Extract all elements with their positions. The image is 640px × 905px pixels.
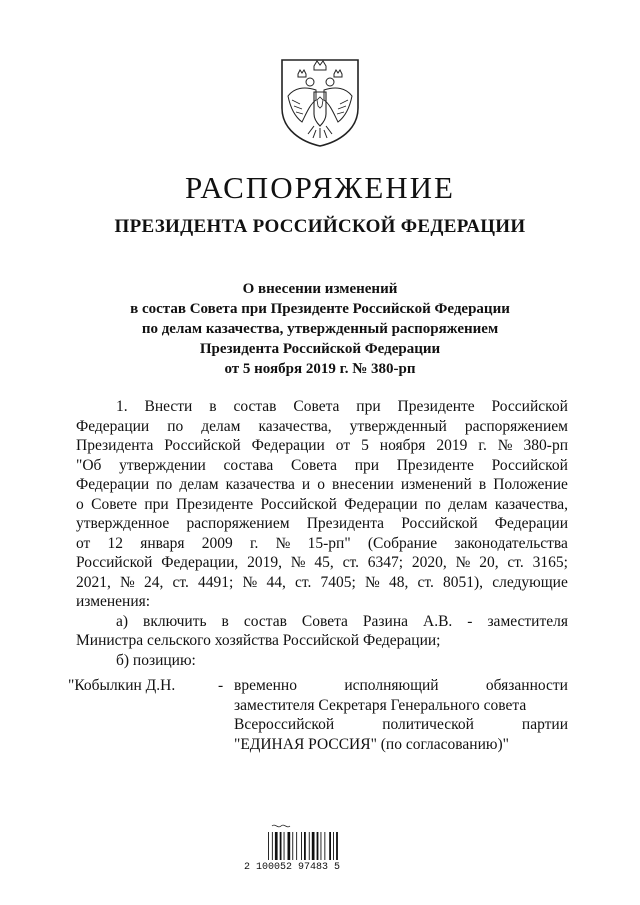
word: Президента bbox=[306, 515, 385, 532]
word: ноября bbox=[379, 437, 426, 454]
word: по bbox=[424, 495, 441, 513]
barcode-bar bbox=[301, 832, 302, 860]
body-line bbox=[76, 514, 568, 534]
position-name: "Кобылкин Д.Н. bbox=[68, 677, 176, 694]
word: Разина bbox=[362, 612, 409, 630]
word: при bbox=[144, 495, 169, 513]
word: - bbox=[467, 612, 473, 630]
barcode-bar bbox=[317, 832, 319, 860]
barcode-bar bbox=[280, 832, 282, 860]
word: Российской bbox=[491, 456, 568, 474]
word: 45, bbox=[314, 554, 334, 571]
word: Российской bbox=[260, 495, 337, 513]
word: 2019 bbox=[436, 437, 468, 454]
position-line: "ЕДИНАЯ РОССИЯ" (по согласованию)" bbox=[234, 735, 509, 753]
word: Федерации bbox=[76, 417, 150, 435]
word: ст. bbox=[507, 554, 524, 571]
word: 2020, bbox=[411, 554, 447, 571]
word: Российской bbox=[491, 398, 568, 415]
word: изменений bbox=[400, 476, 472, 493]
word: заместителя bbox=[487, 612, 568, 630]
barcode-bar bbox=[292, 832, 293, 860]
word: от bbox=[335, 437, 351, 454]
position-line bbox=[234, 676, 568, 696]
word: 1. bbox=[116, 398, 128, 415]
word: состав bbox=[243, 612, 287, 630]
word: о bbox=[76, 495, 84, 513]
word: 4491; bbox=[198, 573, 234, 591]
word: 20, bbox=[479, 554, 499, 571]
body-line bbox=[76, 397, 568, 417]
word: партии bbox=[521, 716, 568, 733]
word: утвержденное bbox=[76, 515, 170, 532]
word: Внести bbox=[144, 398, 193, 415]
barcode-bar bbox=[275, 832, 278, 860]
word: Совете bbox=[91, 495, 137, 513]
word: при bbox=[354, 456, 380, 474]
word: г. bbox=[478, 437, 487, 454]
word: делам bbox=[201, 417, 241, 435]
document-subtitle: ПРЕЗИДЕНТА РОССИЙСКОЙ ФЕДЕРАЦИИ bbox=[114, 216, 526, 237]
word: делам bbox=[179, 476, 219, 493]
word: Президента bbox=[76, 437, 154, 454]
word: распоряжением bbox=[464, 417, 568, 435]
word: казачества, bbox=[258, 417, 332, 435]
position-line bbox=[234, 715, 568, 735]
body-line bbox=[76, 417, 568, 437]
word: Совета bbox=[290, 456, 338, 474]
word: Российской bbox=[401, 515, 478, 532]
barcode-bar bbox=[329, 832, 331, 860]
word: № bbox=[290, 554, 306, 571]
word: в bbox=[209, 398, 217, 415]
word: № bbox=[275, 534, 291, 552]
word: а) bbox=[116, 612, 129, 630]
coat-of-arms-icon bbox=[276, 56, 364, 148]
word: 44, bbox=[266, 573, 286, 591]
word: 6347; bbox=[367, 554, 404, 571]
word: Президенте bbox=[396, 456, 474, 474]
barcode-bar bbox=[268, 832, 269, 860]
body-line: б) позицию: bbox=[116, 651, 196, 669]
barcode-bar bbox=[309, 832, 310, 860]
word: 3165; bbox=[532, 554, 568, 571]
body-line bbox=[76, 456, 568, 476]
word: временно bbox=[234, 677, 297, 694]
word: Федерации bbox=[344, 495, 418, 513]
word: состава bbox=[223, 456, 274, 474]
word: казачества, bbox=[494, 495, 568, 513]
document-body bbox=[76, 397, 568, 670]
document-title: РАСПОРЯЖЕНИЕ bbox=[185, 170, 455, 205]
word: ст. bbox=[417, 573, 434, 591]
word: Российской bbox=[164, 437, 241, 454]
word: исполняющий bbox=[344, 677, 439, 694]
word: по bbox=[156, 476, 173, 493]
word: № bbox=[497, 437, 513, 454]
subject-line: Президента Российской Федерации bbox=[199, 341, 441, 357]
word: Президенте bbox=[397, 398, 475, 415]
barcode-bar bbox=[324, 832, 325, 860]
position-line: заместителя Секретаря Генерального совета bbox=[234, 696, 527, 714]
word: А.В. bbox=[423, 612, 453, 630]
body-line bbox=[76, 534, 568, 554]
word: казачества bbox=[225, 476, 295, 493]
body-line: изменения: bbox=[76, 593, 151, 610]
barcode-bar bbox=[296, 832, 297, 860]
body-line bbox=[76, 495, 568, 515]
word: 15-рп" bbox=[307, 534, 351, 552]
word: следующие bbox=[492, 573, 568, 591]
body-line bbox=[76, 573, 568, 593]
body-line bbox=[76, 612, 568, 632]
barcode-bar bbox=[272, 832, 273, 860]
word: № bbox=[455, 554, 471, 571]
word: по bbox=[167, 417, 184, 435]
word: в bbox=[221, 612, 229, 630]
word: Федерации, bbox=[161, 554, 239, 571]
word: 5 bbox=[361, 437, 369, 454]
position-dash: - bbox=[218, 677, 224, 694]
word: Российской bbox=[76, 554, 153, 571]
word: ст. bbox=[172, 573, 189, 591]
word: ст. bbox=[295, 573, 312, 591]
barcode-bar bbox=[336, 832, 338, 860]
word: от bbox=[76, 534, 91, 552]
barcode-icon bbox=[258, 822, 348, 882]
document-subject bbox=[0, 279, 640, 379]
word: политической bbox=[382, 716, 474, 733]
word: обязанности bbox=[485, 677, 568, 694]
barcode-bar bbox=[304, 832, 306, 860]
word: внесении bbox=[332, 476, 394, 493]
barcode-bar bbox=[333, 832, 334, 860]
word: 2021, bbox=[76, 573, 111, 591]
word: законодательства bbox=[454, 534, 568, 552]
barcode-bar bbox=[288, 832, 291, 860]
word: делам bbox=[448, 495, 488, 513]
word: распоряжением bbox=[186, 515, 290, 532]
barcode-bar bbox=[321, 832, 322, 860]
word: (Собрание bbox=[367, 534, 438, 552]
word: 2019, bbox=[247, 554, 282, 571]
word: 12 bbox=[107, 534, 124, 552]
word: Всероссийской bbox=[234, 716, 335, 733]
word: утверждении bbox=[119, 456, 206, 474]
word: Федерации bbox=[76, 476, 150, 493]
word: 380-рп bbox=[523, 437, 568, 454]
subject-line: по делам казачества, утвержденный распоряжением bbox=[141, 321, 499, 337]
word: Федерации bbox=[494, 515, 568, 532]
word: Федерации bbox=[251, 437, 325, 454]
body-line: Министра сельского хозяйства Российской Федерации; bbox=[76, 632, 441, 649]
word: 24, bbox=[143, 573, 164, 591]
word: утвержденный bbox=[349, 417, 447, 435]
subject-line: от 5 ноября 2019 г. № 380-рп bbox=[224, 361, 416, 377]
word: состав bbox=[233, 398, 277, 415]
word: января bbox=[140, 534, 185, 552]
body-line bbox=[76, 475, 568, 495]
position-description bbox=[234, 676, 568, 754]
word: Совета bbox=[301, 612, 348, 630]
word: Президенте bbox=[176, 495, 254, 513]
word: при bbox=[356, 398, 381, 415]
barcode-bar bbox=[284, 832, 285, 860]
subject-line: в состав Совета при Президенте Российской Федерации bbox=[130, 301, 510, 317]
word: Совета bbox=[293, 398, 340, 415]
word: 7405; bbox=[320, 573, 356, 591]
word: № bbox=[365, 573, 380, 591]
word: г. bbox=[249, 534, 259, 552]
subject-line: О внесении изменений bbox=[242, 281, 398, 297]
body-line bbox=[76, 553, 568, 573]
word: в bbox=[478, 476, 487, 493]
word: № bbox=[242, 573, 258, 591]
word: 48, bbox=[388, 573, 409, 591]
word: ст. bbox=[342, 554, 359, 571]
body-line bbox=[76, 436, 568, 456]
barcode-number: 2 100052 97483 5 bbox=[244, 862, 341, 873]
word: № bbox=[120, 573, 135, 591]
barcode-bar bbox=[312, 832, 315, 860]
word: и bbox=[301, 476, 311, 493]
word: 8051), bbox=[443, 573, 484, 591]
word: 2009 bbox=[201, 534, 233, 552]
word: о bbox=[317, 476, 325, 493]
word: "Об bbox=[76, 456, 102, 474]
word: включить bbox=[143, 612, 207, 630]
word: Положение bbox=[493, 476, 568, 493]
